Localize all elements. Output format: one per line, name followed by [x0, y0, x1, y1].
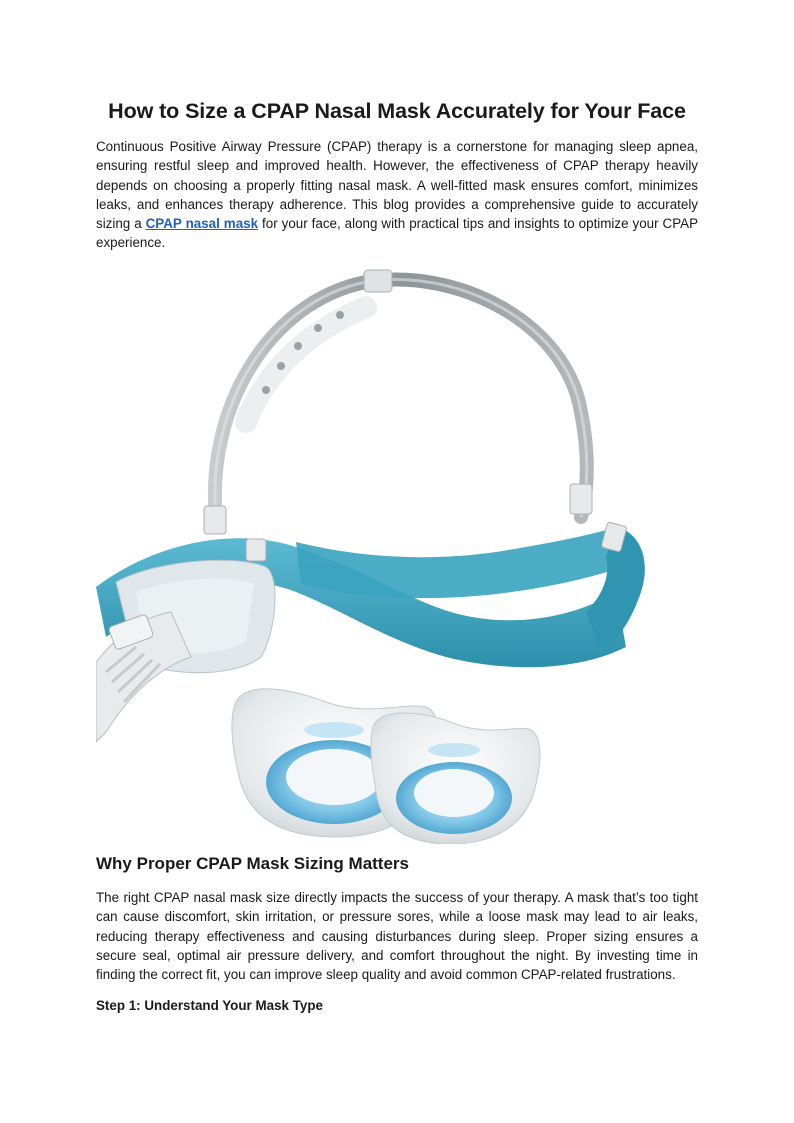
nasal-cushion-small [371, 713, 540, 844]
step-heading-1: Step 1: Understand Your Mask Type [96, 998, 323, 1013]
cpap-mask-illustration [96, 262, 656, 844]
intro-text-after: for your face, along with practical tips and insights to optimize your CPAP experience. [96, 216, 699, 251]
section-heading-sizing: Why Proper CPAP Mask Sizing Matters [96, 854, 409, 873]
cpap-nasal-mask-link[interactable]: CPAP nasal mask [145, 216, 259, 232]
headgear-band [204, 270, 592, 534]
intro-text-before: Continuous Positive Airway Pressure (CPAP) therapy is a cornerstone for managing sleep apnea, ensuring restful sleep and improved health. However, the effectiveness of CPAP therapy heavily depends on choosing a properly fitting nasal mask. A well-fitted mask ensures comfort, minimizes leaks, and enhances therapy adherence. This blog provides a comprehensive guide to accurately sizing a [96, 139, 698, 232]
section-body-sizing: The right CPAP nasal mask size directly impacts the success of your therapy. A mask that’s too tight can cause discomfort, skin irritation, or pressure sores, while a loose mask may lead to air leaks, reducing therapy effectiveness and causing disturbances during sleep. Proper sizing ensures a secure seal, optimal air pressure delivery, and comfort throughout the night. By investing time in finding the correct fit, you can improve sleep quality and avoid common CPAP-related frustrations. [96, 890, 698, 983]
intro-paragraph [96, 137, 698, 253]
air-tube [96, 612, 191, 742]
page-title: How to Size a CPAP Nasal Mask Accurately for Your Face [108, 99, 686, 123]
